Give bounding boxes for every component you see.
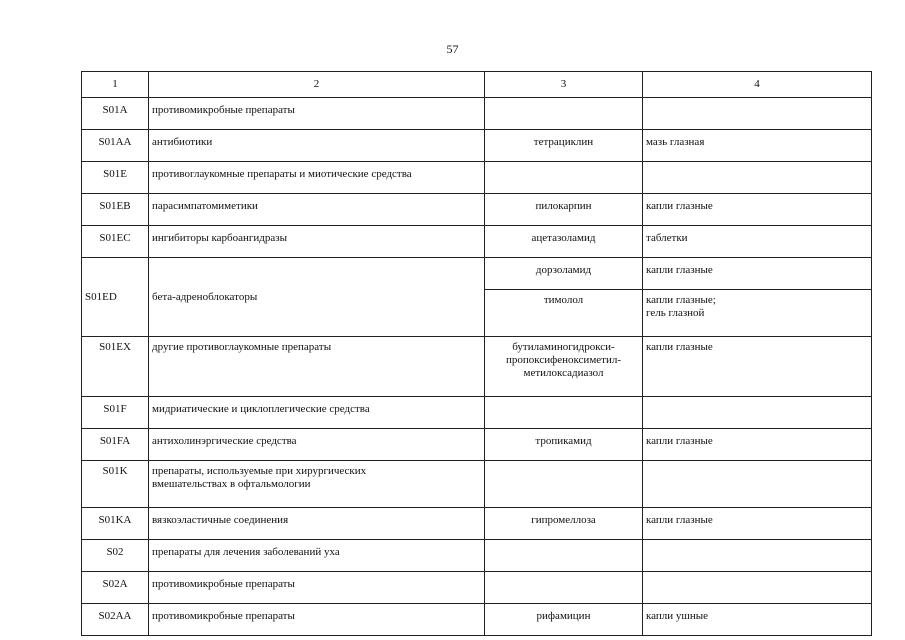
dosage-form-line: гель глазной [646, 307, 705, 319]
table-row [82, 508, 872, 540]
substance [485, 540, 643, 572]
dosage-form [643, 98, 872, 130]
atc-code: S02 [82, 540, 149, 572]
dosage-form-line: капли глазные; [646, 294, 716, 306]
atc-code: S02A [82, 572, 149, 604]
atc-code: S01ED [82, 258, 149, 337]
dosage-form [643, 540, 872, 572]
dosage-form [643, 162, 872, 194]
table-row [82, 540, 872, 572]
dosage-form: капли глазные [643, 258, 872, 290]
group-name: антихолинэргические средства [149, 429, 485, 461]
atc-code: S01F [82, 397, 149, 429]
table-row [82, 397, 872, 429]
dosage-form: капли глазные [643, 429, 872, 461]
group-name: парасимпатомиметики [149, 194, 485, 226]
atc-code: S01EB [82, 194, 149, 226]
substance [485, 98, 643, 130]
substance: гипромеллоза [485, 508, 643, 540]
table-header-row [82, 72, 872, 98]
dosage-form [643, 397, 872, 429]
table-row [82, 429, 872, 461]
group-name: противомикробные препараты [149, 604, 485, 636]
column-header-2: 2 [149, 72, 485, 98]
dosage-form: мазь глазная [643, 130, 872, 162]
substance [485, 397, 643, 429]
table-row [82, 162, 872, 194]
table-row [82, 194, 872, 226]
substance-line: пропоксифеноксиметил- [505, 354, 622, 366]
table-row [82, 226, 872, 258]
dosage-form [643, 290, 872, 337]
atc-code: S01EX [82, 337, 149, 397]
atc-code: S01E [82, 162, 149, 194]
group-name: бета-адреноблокаторы [149, 258, 485, 337]
page-number: 57 [446, 42, 459, 56]
group-name: противомикробные препараты [149, 98, 485, 130]
substance: рифамицин [485, 604, 643, 636]
substance [485, 162, 643, 194]
table-row [82, 572, 872, 604]
dosage-form [643, 572, 872, 604]
group-name: противоглаукомные препараты и миотические средства [149, 162, 485, 194]
table-row [82, 130, 872, 162]
substance-line: метилоксадиазол [523, 367, 604, 379]
substance: тетрациклин [485, 130, 643, 162]
substance: ацетазоламид [485, 226, 643, 258]
substance-line: бутиламиногидрокси- [512, 341, 615, 353]
atc-code: S01EC [82, 226, 149, 258]
atc-code: S01A [82, 98, 149, 130]
group-name [149, 461, 485, 508]
atc-code: S01K [82, 461, 149, 508]
group-name: противомикробные препараты [149, 572, 485, 604]
dosage-form: капли глазные [643, 194, 872, 226]
substance: тропикамид [485, 429, 643, 461]
group-name: антибиотики [149, 130, 485, 162]
group-name: препараты для лечения заболеваний уха [149, 540, 485, 572]
table-row [82, 258, 872, 290]
substance: тимолол [485, 290, 643, 337]
dosage-form: таблетки [643, 226, 872, 258]
atc-code: S02AA [82, 604, 149, 636]
substance [485, 337, 643, 397]
group-name: ингибиторы карбоангидразы [149, 226, 485, 258]
table-row [82, 461, 872, 508]
group-name: вязкоэластичные соединения [149, 508, 485, 540]
atc-code: S01FA [82, 429, 149, 461]
substance [485, 461, 643, 508]
table-row [82, 98, 872, 130]
table-row [82, 337, 872, 397]
substance: дорзоламид [485, 258, 643, 290]
group-name: другие противоглаукомные препараты [149, 337, 485, 397]
column-header-4: 4 [643, 72, 872, 98]
atc-code: S01KA [82, 508, 149, 540]
substance [485, 572, 643, 604]
medication-table [81, 71, 872, 636]
dosage-form [643, 461, 872, 508]
group-name-line: препараты, используемые при хирургических [152, 465, 367, 477]
dosage-form: капли ушные [643, 604, 872, 636]
dosage-form: капли глазные [643, 337, 872, 397]
group-name-line: вмешательствах в офтальмологии [152, 478, 311, 490]
column-header-1: 1 [82, 72, 149, 98]
atc-code: S01AA [82, 130, 149, 162]
group-name: мидриатические и циклоплегические средства [149, 397, 485, 429]
column-header-3: 3 [485, 72, 643, 98]
table-row [82, 604, 872, 636]
dosage-form: капли глазные [643, 508, 872, 540]
substance: пилокарпин [485, 194, 643, 226]
